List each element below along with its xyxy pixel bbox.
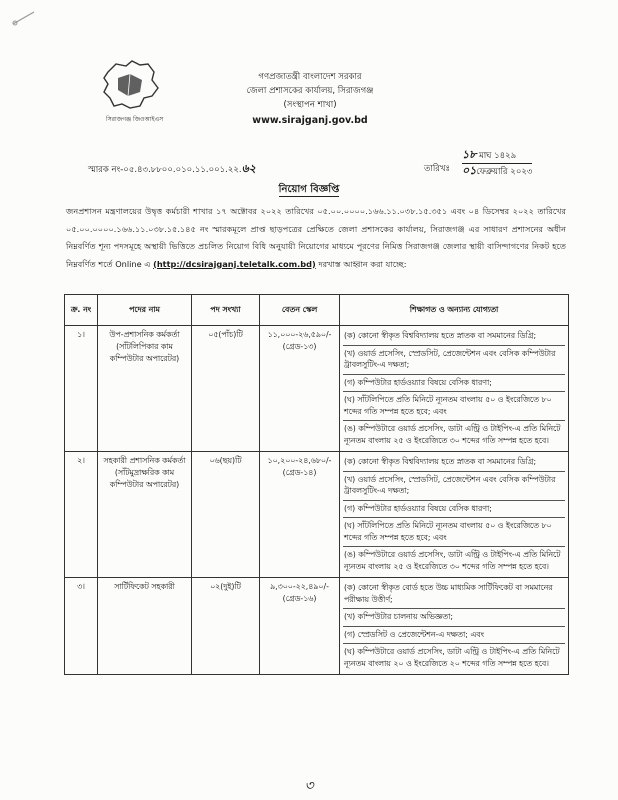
col-header-qualifications: শিক্ষাগত ও অন্যান্য যোগ্যতা <box>340 295 569 326</box>
pay-grade: (গ্রেড-১৬) <box>282 594 317 603</box>
qualifications-cell <box>340 578 569 675</box>
qualification-item: (গ) কম্পিউটার হার্ডওয়্যার বিষয়ে বেসিক ধারণা; <box>343 375 565 393</box>
qualifications-cell <box>340 452 569 578</box>
date-bangla <box>462 148 532 164</box>
date-bangla-day: ১৮ <box>462 148 477 161</box>
qualification-item: (গ) কম্পিউটার হার্ডওয়্যার বিষয়ে বেসিক ধারণা; <box>343 501 565 519</box>
serial-cell: ২। <box>65 452 98 578</box>
memo-number: স্মারক নং-০৫.৪৩.৮৮০০.০১০.১১.০০১.২২. <box>88 165 242 175</box>
post-count-cell: ০৫(পাঁচ)টি <box>192 326 260 452</box>
branch-name: (সংস্থাপন শাখা) <box>283 100 337 110</box>
post-name: সহকারী প্রশাসনিক কর্মকর্তা <box>103 456 186 465</box>
notice-title: নিয়োগ বিজ্ঞপ্তি <box>278 184 340 195</box>
pay-scale: ৯,৩০০-২২,৪৯০/- <box>270 582 329 591</box>
qualification-item: (ঘ) সাঁটলিপিতে প্রতি মিনিটে ন্যূনতম বাংলায় ৫০ ও ইংরেজিতে ৮০ শব্দের গতি সম্পন্ন হতে হবে; এবং <box>343 518 565 547</box>
qualification-item: (খ) কম্পিউটার চালনায় অভিজ্ঞতা; <box>343 609 565 627</box>
post-name-cell <box>98 578 192 675</box>
col-header-serial: ক্র. নং <box>65 295 98 326</box>
qualification-item: (খ) ওয়ার্ড প্রসেসিং, স্প্রেডসিট, প্রেজেন্টেশন এবং বেসিক কম্পিউটার ট্রাবলসুটিং-এ দক্ষতা; <box>343 346 565 375</box>
post-name: উপ-প্রশাসনিক কর্মকর্তা <box>109 330 180 339</box>
pay-grade: (গ্রেড-১৩) <box>282 342 317 351</box>
col-header-post-count: পদ সংখ্যা <box>192 295 260 326</box>
pay-scale: ১১,০০০-২৬,৫৯০/- <box>267 330 332 339</box>
date-english-month: ফেব্রুয়ারি ২০২৩ <box>476 167 533 177</box>
staple-mark <box>10 8 40 28</box>
date-english-day: ০১ <box>462 164 477 177</box>
serial-cell: ১। <box>65 326 98 452</box>
qualification-item: (ক) কোনো স্বীকৃত বোর্ড হতে উচ্চ মাধ্যমিক সার্টিফিকেট বা সমমানের পরীক্ষায় উত্তীর্ণ; <box>343 580 565 609</box>
govt-name: গণপ্রজাতন্ত্রী বাংলাদেশ সরকার <box>258 72 362 82</box>
post-count-cell: ০৬(ছয়)টি <box>192 452 260 578</box>
body-tail: দরখাস্ত আহ্বান করা যাচ্ছে: <box>315 258 407 269</box>
qualification-item: (ক) কোনো স্বীকৃত বিশ্ববিদ্যালয় হতে স্নাতক বা সমমানের ডিগ্রি; <box>343 328 565 346</box>
qualification-item: (খ) ওয়ার্ড প্রসেসিং, স্প্রেডসিট, প্রেজেন্টেশন এবং বেসিক কম্পিউটার ট্রাবলসুটিং-এ দক্ষতা; <box>343 472 565 501</box>
table-row <box>65 452 569 578</box>
memo-date <box>462 148 532 179</box>
serial-cell: ৩। <box>65 578 98 675</box>
page-number: ৩ <box>304 778 314 794</box>
pay-grade: (গ্রেড-১৪) <box>282 468 317 477</box>
district-map-logo-icon <box>100 58 162 114</box>
post-name-detail: (সাঁটলিপিকার কাম কম্পিউটার অপারেটর) <box>109 342 180 363</box>
pay-scale-cell <box>260 578 340 675</box>
logo-caption: সিরাজগঞ্জ জিওআইএস <box>106 116 164 123</box>
body-paragraph: জনপ্রশাসন মন্ত্রণালয়ের উদ্বৃত্ত কর্মচারী শাখার ১৭ অক্টোবর ২০২২ তারিখের ০৫.০০.০০০০.১৬৬.১১.০৩৮.১৫.৩৫১ এবং ০৪ ডিসেম্বর ২০২২ তারিখের ০৫.০০.০০০০.১৬৬.১১.০৩৮.১৫.১৪৫ নং স্মারকমূলে প্রাপ্ত ছাড়পত্রের প্রেক্ষিতে জেলা প্রশাসকের কার্যালয়, সিরাজগঞ্জ এর সাধারণ প্রশাসনের অধীন নিম্নবর্ণিত শূন্য পদসমূহে অস্থায়ী ভিত্তিতে প্রচলিত নিয়োগ বিধি অনুযায়ী নিয়োগের মাধ্যমে পূরণের নিমিত্ত সিরাজগঞ্জ জেলার স্থায়ী বাসিন্দাগণের নিকট হতে নিম্নবর্ণিত শর্তে Online এ <box>66 206 566 269</box>
notice-body <box>66 203 566 273</box>
office-name: জেলা প্রশাসকের কার্যালয়, সিরাজগঞ্জ <box>246 86 374 96</box>
vacancy-table <box>64 294 569 675</box>
table-header-row <box>65 295 569 326</box>
date-label: তারিখঃ <box>424 164 451 174</box>
table-row <box>65 578 569 675</box>
qualification-item: (ঘ) সাঁটলিপিতে প্রতি মিনিটে ন্যূনতম বাংলায় ৫০ ও ইংরেজিতে ৮০ শব্দের গতি সম্পন্ন হতে হবে; এবং <box>343 392 565 421</box>
post-count-cell: ০২(দুই)টি <box>192 578 260 675</box>
pay-scale-cell <box>260 326 340 452</box>
qualification-item: (ঙ) কম্পিউটারে ওয়ার্ড প্রসেসিং, ডাটা এন্ট্রি ও টাইপিং-এ প্রতি মিনিটে ন্যূনতম বাংলায় ২৫ ও ইংরেজিতে ৩০ শব্দের গতি সম্পন্ন হতে হবে। <box>344 424 561 445</box>
col-header-post-name: পদের নাম <box>98 295 192 326</box>
table-row <box>65 326 569 452</box>
qualification-item: (ঙ) কম্পিউটারে ওয়ার্ড প্রসেসিং, ডাটা এন্ট্রি ও টাইপিং-এ প্রতি মিনিটে ন্যূনতম বাংলায় ২৫ ও ইংরেজিতে ৩০ শব্দের গতি সম্পন্ন হতে হবে। <box>344 550 561 571</box>
memo-reference <box>88 160 256 179</box>
memo-number-handwritten: ৬২ <box>241 162 256 175</box>
website-link[interactable]: www.sirajganj.gov.bd <box>252 115 368 126</box>
date-bangla-month: মাঘ ১৪২৯ <box>476 151 517 161</box>
pay-scale-cell <box>260 452 340 578</box>
qualification-item: (ক) কোনো স্বীকৃত বিশ্ববিদ্যালয় হতে স্নাতক বা সমমানের ডিগ্রি; <box>343 454 565 472</box>
pay-scale: ১০,২০০-২৪,৬৮০/- <box>267 456 332 465</box>
date-english <box>462 164 532 179</box>
qualification-item: (ঘ) কম্পিউটারে ওয়ার্ড প্রসেসিং, ডাটা এন্ট্রি ও টাইপিং-এ প্রতি মিনিটে ন্যূনতম বাংলায় ২০ ও ইংরেজিতে ২০ শব্দের গতি সম্পন্ন হতে হবে। <box>344 647 560 668</box>
post-name-detail: (সাঁটমুদ্রাক্ষরিক কাম কম্পিউটার অপারেটর) <box>109 468 180 489</box>
letterhead <box>200 70 420 128</box>
post-name-cell <box>98 452 192 578</box>
qualification-item: (গ) স্প্রেডসিট ও প্রেজেন্টেশন-এ দক্ষতা; এবং <box>343 627 565 645</box>
col-header-pay-scale: বেতন স্কেল <box>260 295 340 326</box>
qualifications-cell <box>340 326 569 452</box>
post-name: সার্টিফিকেট সহকারী <box>114 582 175 591</box>
application-url-link[interactable]: (http://dcsirajganj.teletalk.com.bd) <box>153 258 316 269</box>
post-name-cell <box>98 326 192 452</box>
